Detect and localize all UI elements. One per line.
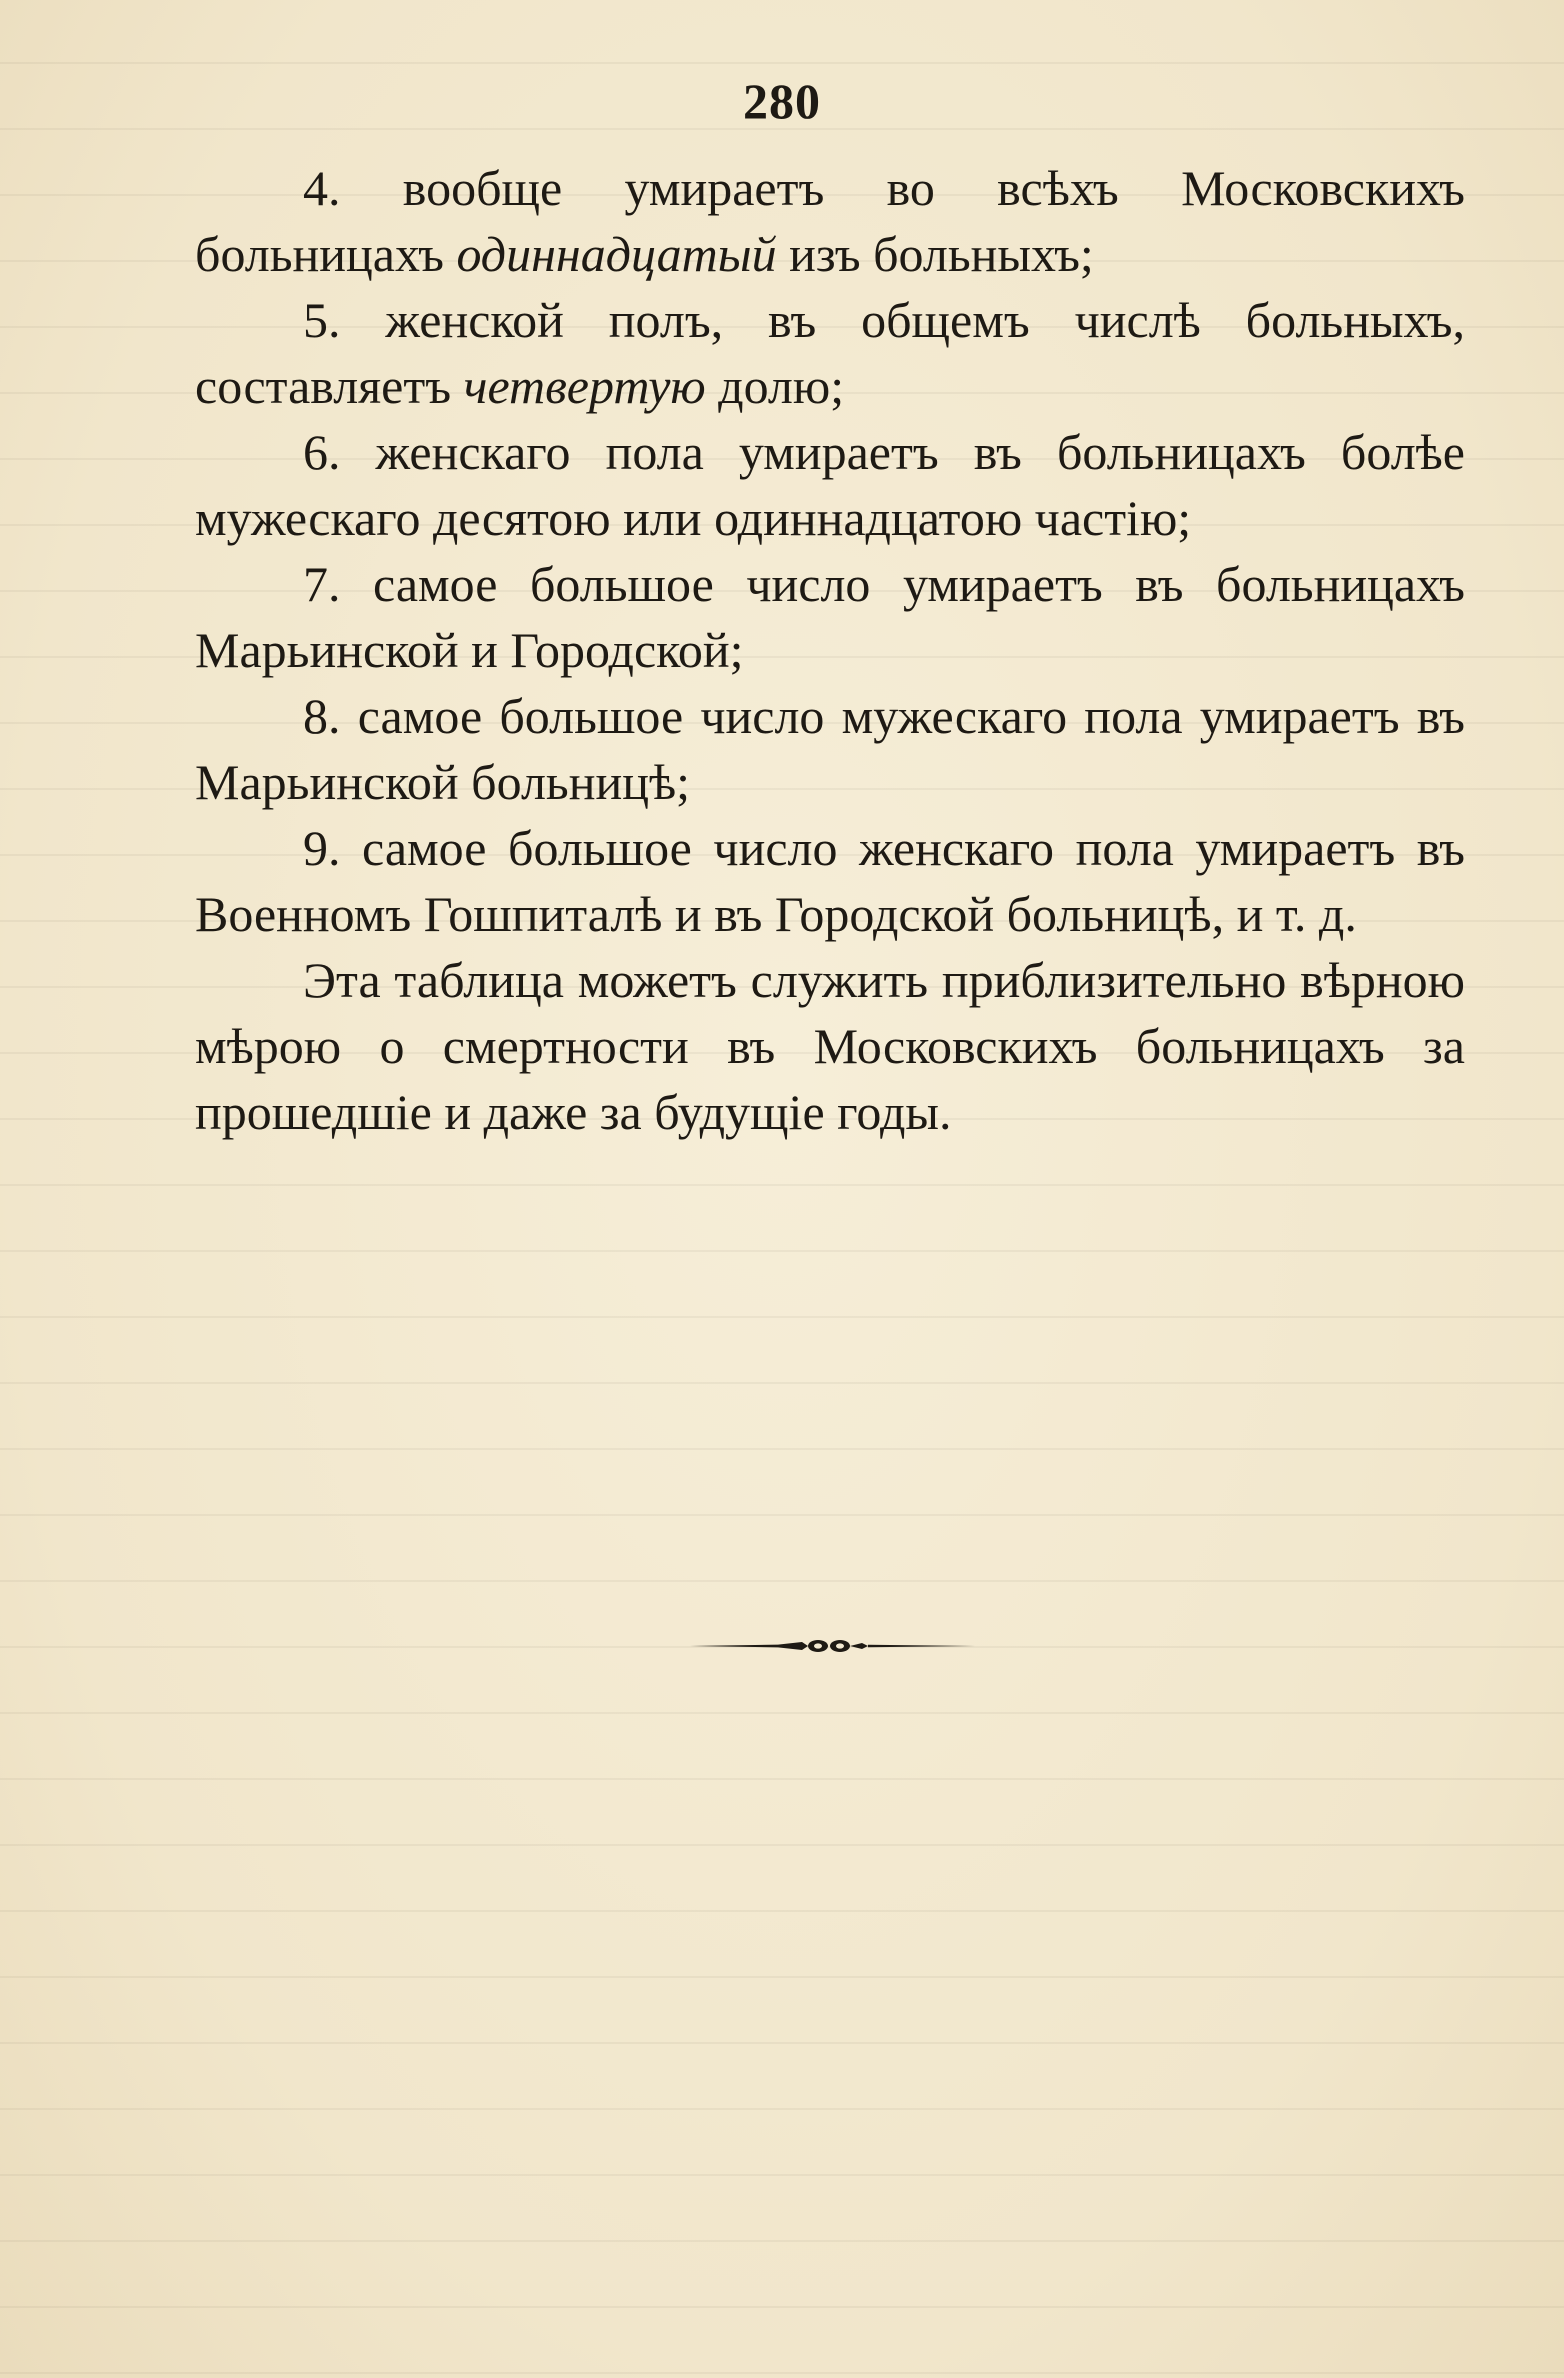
end-of-section-rule-ornament-icon xyxy=(690,1636,975,1656)
paragraph-conclusion xyxy=(195,947,1465,1145)
paragraph-text: 5. женской полъ, въ общемъ числѣ больныхъ, составляетъ xyxy=(195,292,1465,414)
page-number: 280 xyxy=(743,73,821,129)
paragraph-item-7 xyxy=(195,551,1465,683)
paragraph-text: 7. самое большое число умираетъ въ больницахъ Марьинской и Городской; xyxy=(195,556,1465,678)
paragraph-item-8 xyxy=(195,683,1465,815)
paragraph-emphasis: одиннадцатый xyxy=(456,226,777,282)
paragraph-text-end: долю; xyxy=(705,358,845,414)
paragraph-emphasis: четвертую xyxy=(463,358,706,414)
paragraph-text-end: изъ больныхъ; xyxy=(776,226,1094,282)
paragraph-text: 6. женскаго пола умираетъ въ больницахъ болѣе мужескаго десятою или одиннадцатою частію; xyxy=(195,424,1465,546)
paragraph-item-4 xyxy=(195,155,1465,287)
paragraph-item-9 xyxy=(195,815,1465,947)
paragraph-item-5 xyxy=(195,287,1465,419)
paragraph-text: 9. самое большое число женскаго пола умираетъ въ Военномъ Гошпиталѣ и въ Городской больницѣ, и т. д. xyxy=(195,820,1465,942)
ornament-shape xyxy=(690,1640,975,1652)
paragraph-item-6 xyxy=(195,419,1465,551)
body-text xyxy=(195,155,1465,1145)
paragraph-text: Эта таблица можетъ служить приблизительно вѣрною мѣрою о смертности въ Московскихъ больницахъ за прошедшіе и даже за будущіе годы. xyxy=(195,952,1465,1140)
paragraph-text: 4. вообще умираетъ во всѣхъ Московскихъ больницахъ xyxy=(195,160,1465,282)
paragraph-text: 8. самое большое число мужескаго пола умираетъ въ Марьинской больницѣ; xyxy=(195,688,1465,810)
